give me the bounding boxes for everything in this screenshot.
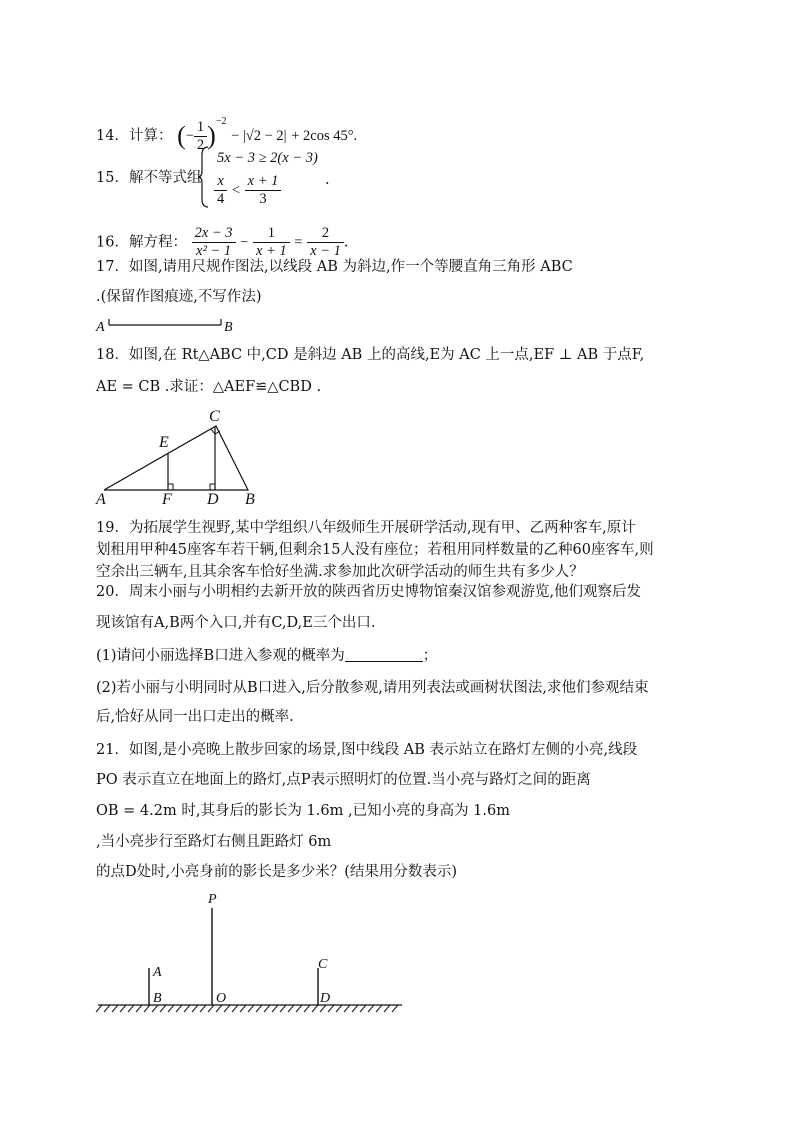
question-16: 16．解方程： $\frac{2x - 3}{\text{x² − 1}}$ − $\frac{1}{x + 1}$ = $\frac{2}{x - 1}$ . — [96, 225, 349, 259]
q17-segment-figure — [90, 314, 240, 336]
q21-label-b: B — [153, 991, 162, 1006]
ground-hatch-mark — [240, 1005, 246, 1012]
q18-label-a: A — [96, 491, 106, 508]
q18-triangle-figure — [90, 404, 270, 508]
q15-inequality-2: $\frac{x}{4}$ < $\frac{x + 1}{3}$ — [214, 173, 281, 208]
q21-line-5: 的点D处时,小亮身前的影长是多少米？(结果用分数表示) — [96, 864, 458, 880]
q18-line-1: 18．如图,在 Rt△ABC 中,CD 是斜边 AB 上的高线,E为 AC 上一点,EF ⊥ AB 于点F, — [96, 347, 645, 363]
ground-hatch-mark — [96, 1005, 102, 1012]
q17-label-b: B — [224, 320, 233, 335]
question-14: 14．计算： (− $\frac{1}{2}$ )$^{-2}$ − |√2 − 2| + 2cos 45°. — [96, 116, 358, 153]
q21-streetlight-figure — [92, 888, 412, 1020]
q18-label-b: B — [245, 491, 255, 508]
ground-hatch-mark — [328, 1005, 334, 1012]
ground-hatch-mark — [136, 1005, 142, 1012]
ground-hatch-mark — [200, 1005, 206, 1012]
q19-line-2: 划租用甲种45座客车若干辆,但剩余15人没有座位；若租用同样数量的乙种60座客车,则 — [96, 542, 654, 558]
ground-hatch-mark — [344, 1005, 350, 1012]
question-15-label: 15．解不等式组 — [96, 170, 202, 186]
q21-line-2: PO 表示直立在地面上的路灯,点P表示照明灯的位置.当小亮与路灯之间的距离 — [96, 772, 591, 788]
ground-hatch-mark — [232, 1005, 238, 1012]
ground-hatch-mark — [160, 1005, 166, 1012]
q17-label-a: A — [96, 320, 105, 335]
ground-hatch-mark — [192, 1005, 198, 1012]
q17-line-1: 17．如图,请用尺规作图法,以线段 AB 为斜边,作一个等腰直角三角形 ABC — [96, 259, 573, 275]
ground-hatch-mark — [312, 1005, 318, 1012]
q17-line-2: .(保留作图痕迹,不写作法) — [96, 289, 262, 305]
ground-hatch-mark — [296, 1005, 302, 1012]
ground-hatch-mark — [168, 1005, 174, 1012]
ground-hatch-mark — [248, 1005, 254, 1012]
ground-hatch-mark — [392, 1005, 398, 1012]
q16-fraction-1: $\frac{2x - 3}{\text{x² − 1}}$ — [192, 225, 236, 260]
q20-line-1: 20．周末小丽与小明相约去新开放的陕西省历史博物馆秦汉馆参观游览,他们观察后发 — [96, 584, 642, 600]
q18-label-f: F — [162, 491, 172, 508]
ground-hatch-mark — [336, 1005, 342, 1012]
ground-hatch-mark — [120, 1005, 126, 1012]
q14-exponent: −2 — [215, 116, 227, 127]
q16-fraction-3: $\frac{2}{x - 1}$ — [307, 225, 344, 260]
ground-hatch-mark — [376, 1005, 382, 1012]
ground-hatch-mark — [288, 1005, 294, 1012]
q15-brace — [196, 145, 212, 209]
ground-hatch-mark — [368, 1005, 374, 1012]
ground-hatch-mark — [176, 1005, 182, 1012]
ground-hatch-mark — [224, 1005, 230, 1012]
q15-inequality-1: 5x − 3 ≥ 2(x − 3) — [217, 150, 318, 166]
q16-fraction-2: $\frac{1}{x + 1}$ — [253, 225, 290, 260]
q21-label-d: D — [320, 991, 331, 1006]
q14-rest: + 2cos 45°. — [291, 128, 358, 144]
ground-hatch-mark — [152, 1005, 158, 1012]
ground-hatch-mark — [256, 1005, 262, 1012]
q20-line-2: 现该馆有A,B两个入口,并有C,D,E三个出口. — [96, 615, 376, 631]
ground-hatch-mark — [320, 1005, 326, 1012]
ground-hatch-mark — [352, 1005, 358, 1012]
q20-line-4: (2)若小丽与小明同时从B口进入,后分散参观,请用列表法或画树状图法,求他们参观结束 — [96, 680, 649, 696]
ground-hatch-mark — [272, 1005, 278, 1012]
q18-line-2: AE = CB .求证：△AEF≌△CBD . — [96, 379, 322, 395]
q21-label-c: C — [318, 957, 328, 972]
q14-fraction: $\frac{1}{2}$ — [194, 119, 207, 154]
q21-label-o: O — [216, 991, 227, 1006]
q21-line-4: ,当小亮步行至路灯右侧且距路灯 6m — [96, 834, 332, 850]
ground-hatch-mark — [112, 1005, 118, 1012]
q18-label-d: D — [207, 491, 219, 508]
q18-label-e: E — [159, 434, 169, 451]
ground-hatch-mark — [184, 1005, 190, 1012]
ground-hatch-mark — [208, 1005, 214, 1012]
q20-line-5: 后,恰好从同一出口走出的概率. — [96, 709, 294, 725]
q20-answer-blank[interactable] — [345, 646, 423, 662]
ground-hatch-mark — [264, 1005, 270, 1012]
ground-hatch-mark — [144, 1005, 150, 1012]
q21-line-1: 21．如图,是小亮晚上散步回家的场景,图中线段 AB 表示站立在路灯左侧的小亮,线段 — [96, 742, 638, 758]
q21-label-p: P — [208, 892, 217, 907]
ground-hatch-mark — [104, 1005, 110, 1012]
ground-hatch-mark — [128, 1005, 134, 1012]
q15-end: . — [325, 172, 330, 188]
ground-hatch-mark — [360, 1005, 366, 1012]
q19-line-3: 空余出三辆车,且其余客车恰好坐满.求参加此次研学活动的师生共有多少人？ — [96, 564, 584, 580]
ground-hatch-mark — [304, 1005, 310, 1012]
ground-hatch-mark — [216, 1005, 222, 1012]
q18-label-c: C — [209, 408, 220, 425]
ground-hatch-mark — [280, 1005, 286, 1012]
q14-prefix: 14．计算： — [96, 128, 173, 144]
q20-line-3: (1)请问小丽选择B口进入参观的概率为 ； — [96, 648, 438, 664]
ground-hatch-mark — [384, 1005, 390, 1012]
q21-line-3: OB = 4.2m 时,其身后的影长为 1.6m ,已知小亮的身高为 1.6m — [96, 803, 510, 819]
q19-line-1: 19．为拓展学生视野,某中学组织八年级师生开展研学活动,现有甲、乙两种客车,原计 — [96, 520, 636, 536]
q21-label-a: A — [153, 965, 162, 980]
